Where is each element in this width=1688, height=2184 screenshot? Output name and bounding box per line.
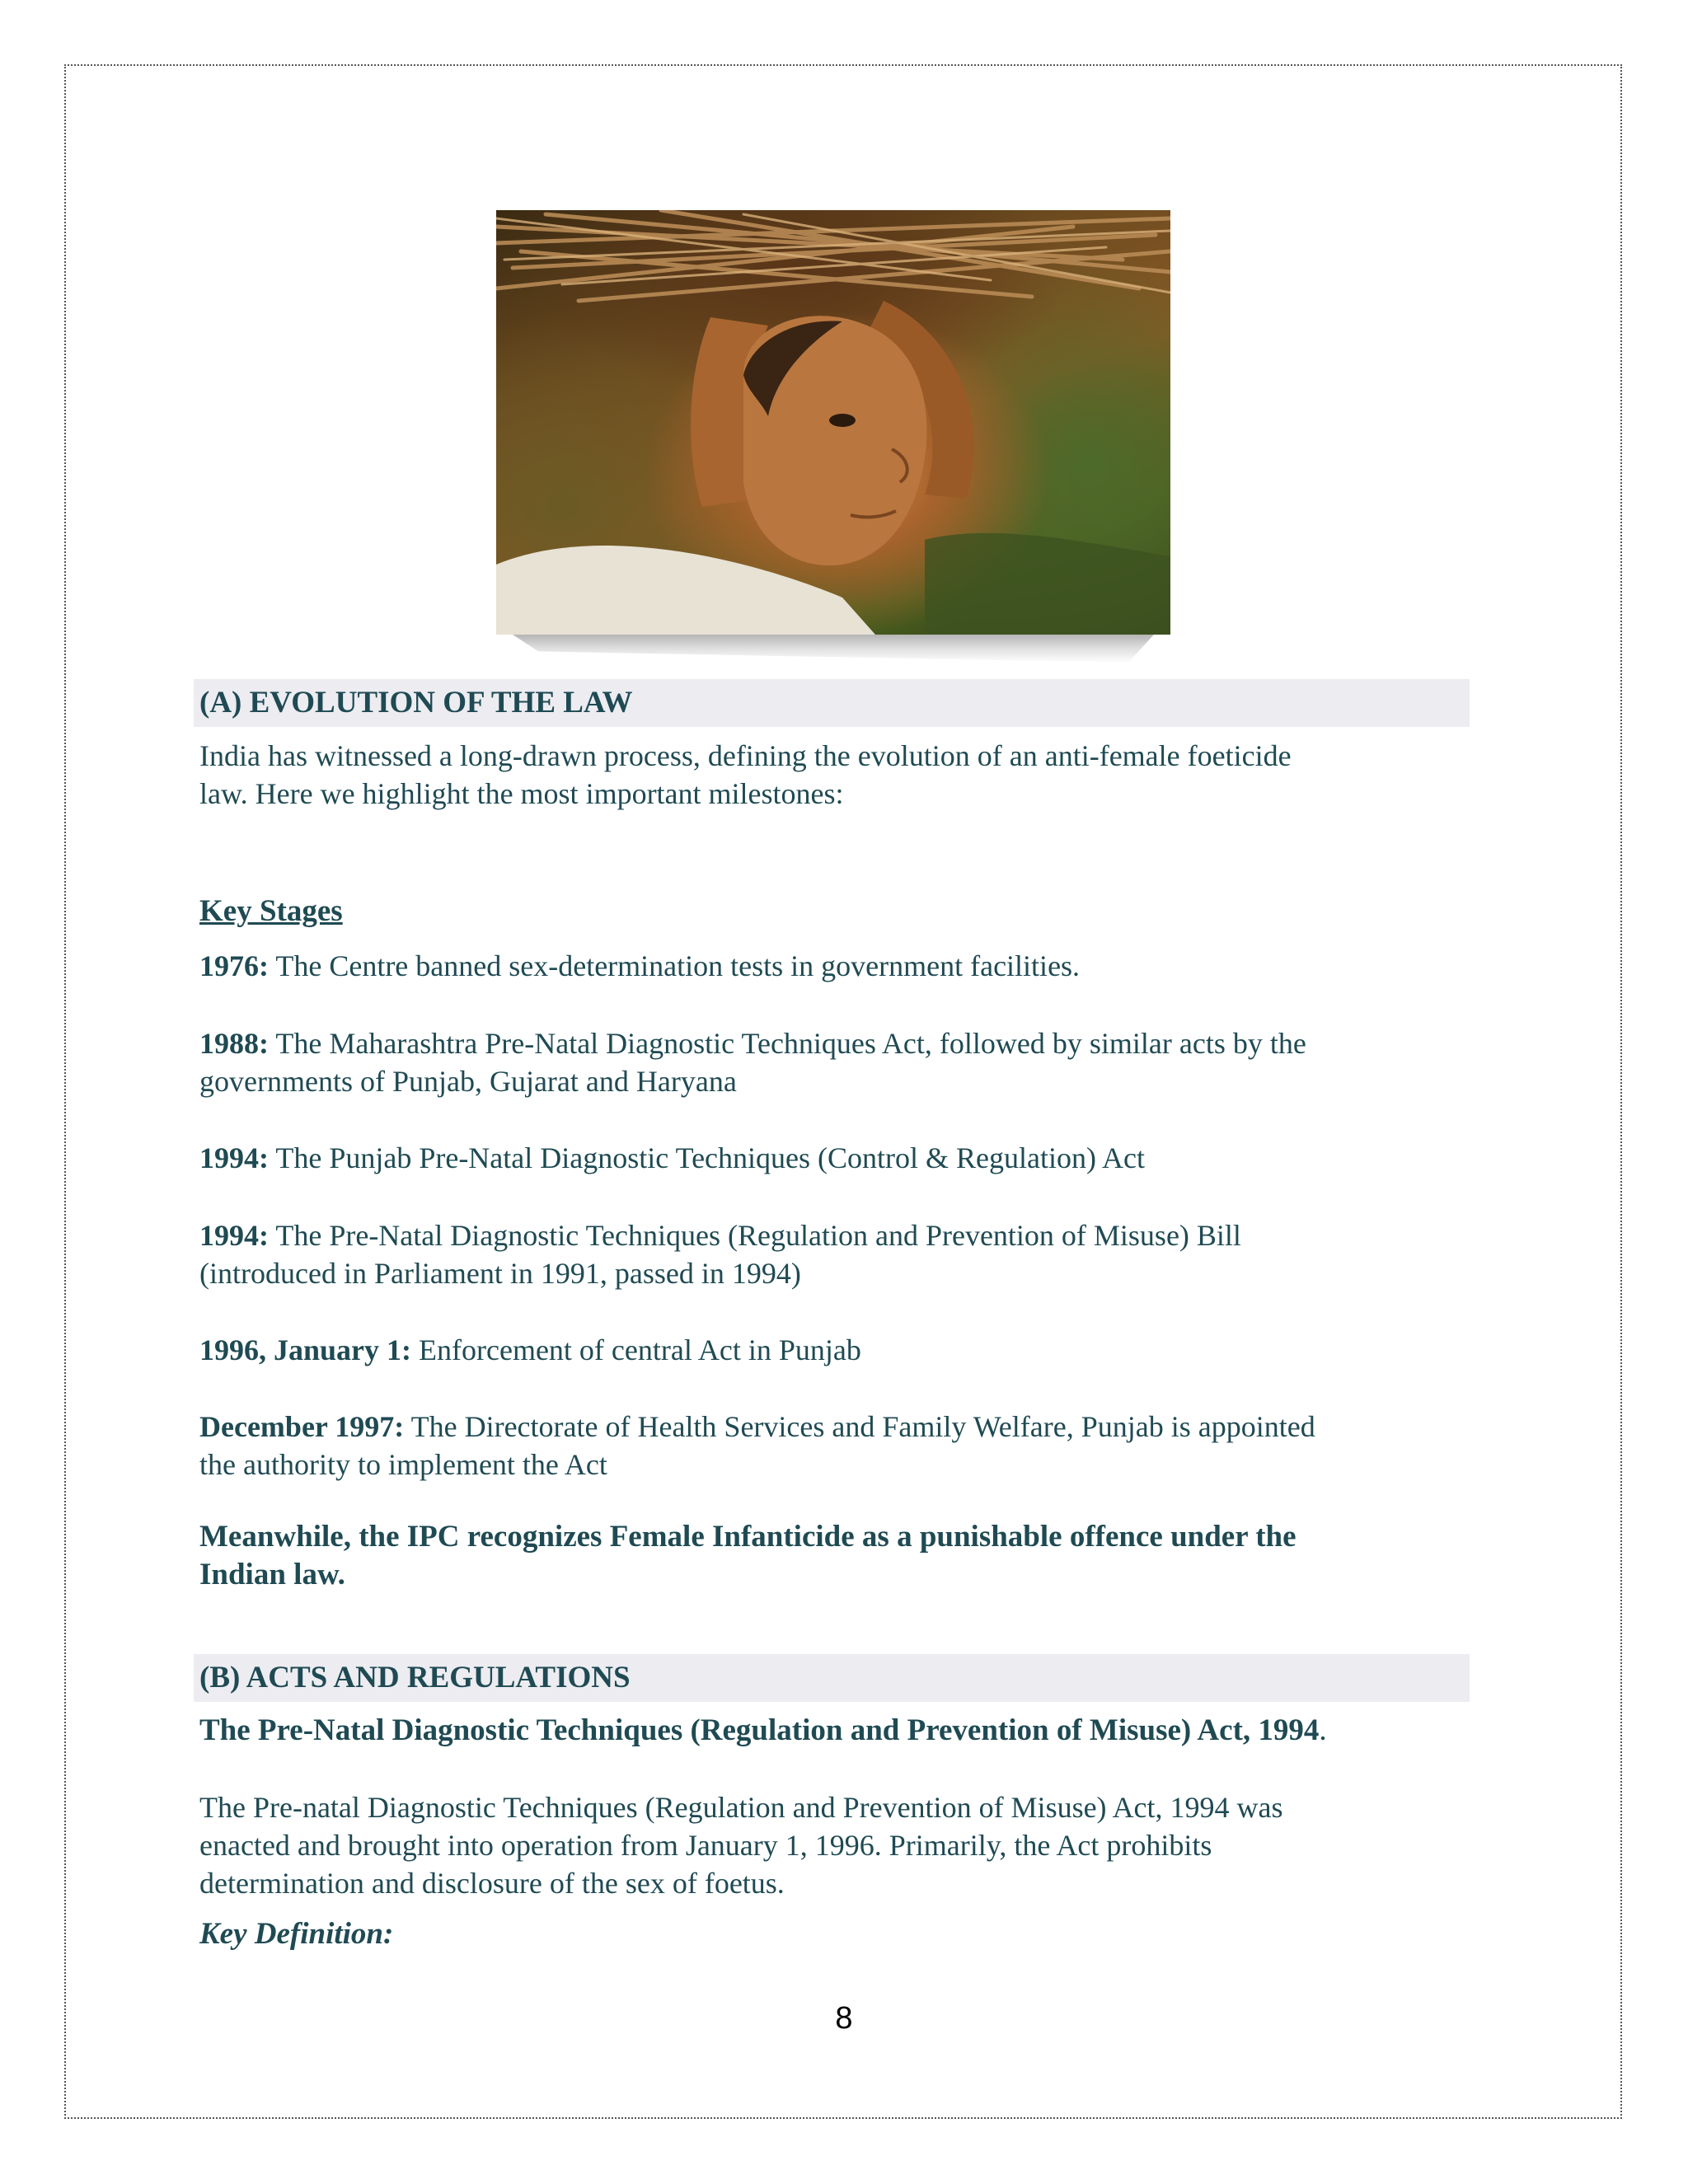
- act-title-suffix: .: [1319, 1713, 1327, 1747]
- stage-1994-bill: [199, 1216, 1452, 1292]
- stage-text: governments of Punjab, Gujarat and Haryana: [199, 1065, 737, 1098]
- key-definition-heading: Key Definition:: [199, 1917, 394, 1951]
- act-title-text: The Pre-Natal Diagnostic Techniques (Regulation and Prevention of Misuse) Act, 1994: [199, 1713, 1320, 1747]
- section-b-title: (B) ACTS AND REGULATIONS: [199, 1661, 631, 1694]
- stage-label: 1988:: [199, 1027, 269, 1060]
- section-a-intro: [199, 737, 1452, 813]
- meanwhile-note: [199, 1518, 1452, 1594]
- stage-1997: [199, 1408, 1452, 1483]
- stage-label: 1976:: [199, 949, 269, 982]
- photo-figure: [496, 210, 1170, 635]
- meanwhile-line: Meanwhile, the IPC recognizes Female Infanticide as a punishable offence under the: [199, 1520, 1296, 1554]
- stage-label: 1994:: [199, 1219, 269, 1252]
- stage-1996: [199, 1331, 1452, 1369]
- stage-text: The Directorate of Health Services and Family Welfare, Punjab is appointed: [410, 1410, 1315, 1443]
- stage-text: Enforcement of central Act in Punjab: [419, 1333, 861, 1366]
- stage-text: The Centre banned sex-determination tests in government facilities.: [275, 949, 1081, 982]
- page-number: 8: [835, 2001, 853, 2036]
- stage-label: December 1997:: [199, 1410, 405, 1443]
- stage-label: 1996, January 1:: [199, 1333, 412, 1366]
- meanwhile-line: Indian law.: [199, 1558, 345, 1591]
- stage-text: The Maharashtra Pre-Natal Diagnostic Techniques Act, followed by similar acts by the: [275, 1027, 1306, 1060]
- section-a-title: (A) EVOLUTION OF THE LAW: [199, 686, 633, 719]
- act-description-line: The Pre-natal Diagnostic Techniques (Regulation and Prevention of Misuse) Act, 1994 was: [199, 1791, 1283, 1824]
- stage-1988: [199, 1024, 1452, 1100]
- stage-text: (introduced in Parliament in 1991, passed in 1994): [199, 1257, 801, 1290]
- stage-1994-punjab: [199, 1139, 1452, 1177]
- photo-girl-carrying-sticks: [496, 210, 1170, 635]
- key-stages-heading: Key Stages: [199, 894, 343, 928]
- act-description: [199, 1788, 1452, 1902]
- stage-text: The Pre-Natal Diagnostic Techniques (Regulation and Prevention of Misuse) Bill: [275, 1219, 1241, 1252]
- act-description-line: enacted and brought into operation from January 1, 1996. Primarily, the Act prohibits: [199, 1829, 1212, 1862]
- intro-line: law. Here we highlight the most important milestones:: [199, 777, 844, 810]
- intro-line: India has witnessed a long-drawn process, defining the evolution of an anti-female foeticide: [199, 739, 1292, 772]
- stage-text: the authority to implement the Act: [199, 1448, 607, 1481]
- stage-label: 1994:: [199, 1141, 269, 1174]
- act-title: [199, 1712, 1452, 1750]
- stage-1976: [199, 947, 1452, 985]
- act-description-line: determination and disclosure of the sex of foetus.: [199, 1867, 785, 1900]
- stage-text: The Punjab Pre-Natal Diagnostic Techniques (Control & Regulation) Act: [275, 1141, 1145, 1174]
- photo-illustration: [496, 210, 1170, 635]
